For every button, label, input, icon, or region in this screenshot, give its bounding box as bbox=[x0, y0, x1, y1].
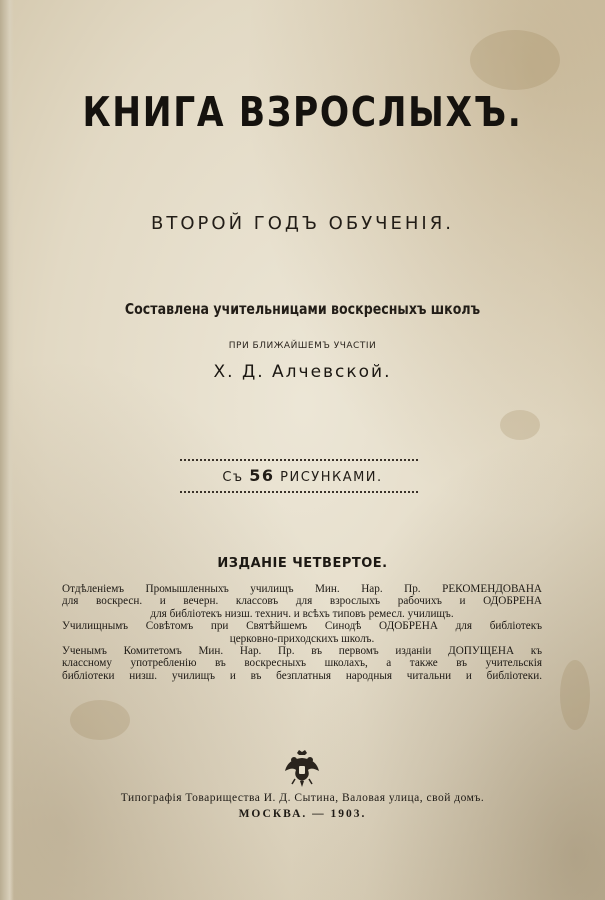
approval-line: церковно-приходскихъ школъ. bbox=[229, 632, 375, 645]
approval-line: Училищнымъ Совѣтомъ при Святѣйшемъ Синодѣ ОДОБРЕНА для библіотекъ bbox=[62, 620, 542, 633]
approval-line: классному употребленію въ воскресныхъ школахъ, а также въ учительскія bbox=[62, 657, 542, 670]
illustrations-prefix: Съ bbox=[222, 470, 244, 485]
approval-line: библіотеки низш. училищъ и въ безплатныя народныя читальни и библіотеки. bbox=[62, 669, 542, 682]
illustrations-number: 56 bbox=[249, 466, 275, 485]
paper-stain bbox=[470, 30, 560, 90]
book-title: КНИГА ВЗРОСЛЫХЪ. bbox=[82, 88, 523, 136]
illustrations-suffix: РИСУНКАМИ. bbox=[280, 470, 383, 485]
book-subtitle: ВТОРОЙ ГОДЪ ОБУЧЕНІЯ. bbox=[151, 213, 454, 234]
city-year-line: МОСКВА. — 1903. bbox=[238, 808, 367, 820]
edition-heading: ИЗДАНІЕ ЧЕТВЕРТОЕ. bbox=[217, 556, 388, 571]
book-spine-edge bbox=[0, 0, 14, 900]
compiled-by-line: Составлена учительницами воскресныхъ школъ bbox=[124, 300, 481, 318]
paper-stain bbox=[500, 410, 540, 440]
approval-line: для воскресн. и вечерн. классовъ для взрослыхъ рабочихъ и ОДОБРЕНА bbox=[62, 595, 542, 608]
approval-line: Отдѣленіемъ Промышленныхъ училищъ Мин. Нар. Пр. РЕКОМЕНДОВАНА bbox=[62, 583, 542, 595]
participation-line: ПРИ БЛИЖАЙШЕМЪ УЧАСТІИ bbox=[228, 341, 377, 351]
author-name: Х. Д. Алчевской. bbox=[213, 362, 392, 382]
dotted-rule-top bbox=[180, 459, 418, 461]
approval-line: для библіотекъ низш. технич. и всѣхъ типовъ ремесл. училищъ. bbox=[150, 607, 454, 620]
paper-stain bbox=[70, 700, 130, 740]
double-headed-eagle-icon bbox=[284, 749, 320, 789]
approval-line: Ученымъ Комитетомъ Мин. Нар. Пр. въ первомъ изданіи ДОПУЩЕНА къ bbox=[62, 645, 542, 658]
illustrations-count bbox=[0, 466, 605, 485]
paper-stain bbox=[560, 660, 590, 730]
dotted-rule-bottom bbox=[180, 491, 418, 493]
approval-text-block bbox=[62, 583, 542, 682]
printer-line: Типографія Товарищества И. Д. Сытина, Валовая улица, свой домъ. bbox=[120, 792, 485, 804]
